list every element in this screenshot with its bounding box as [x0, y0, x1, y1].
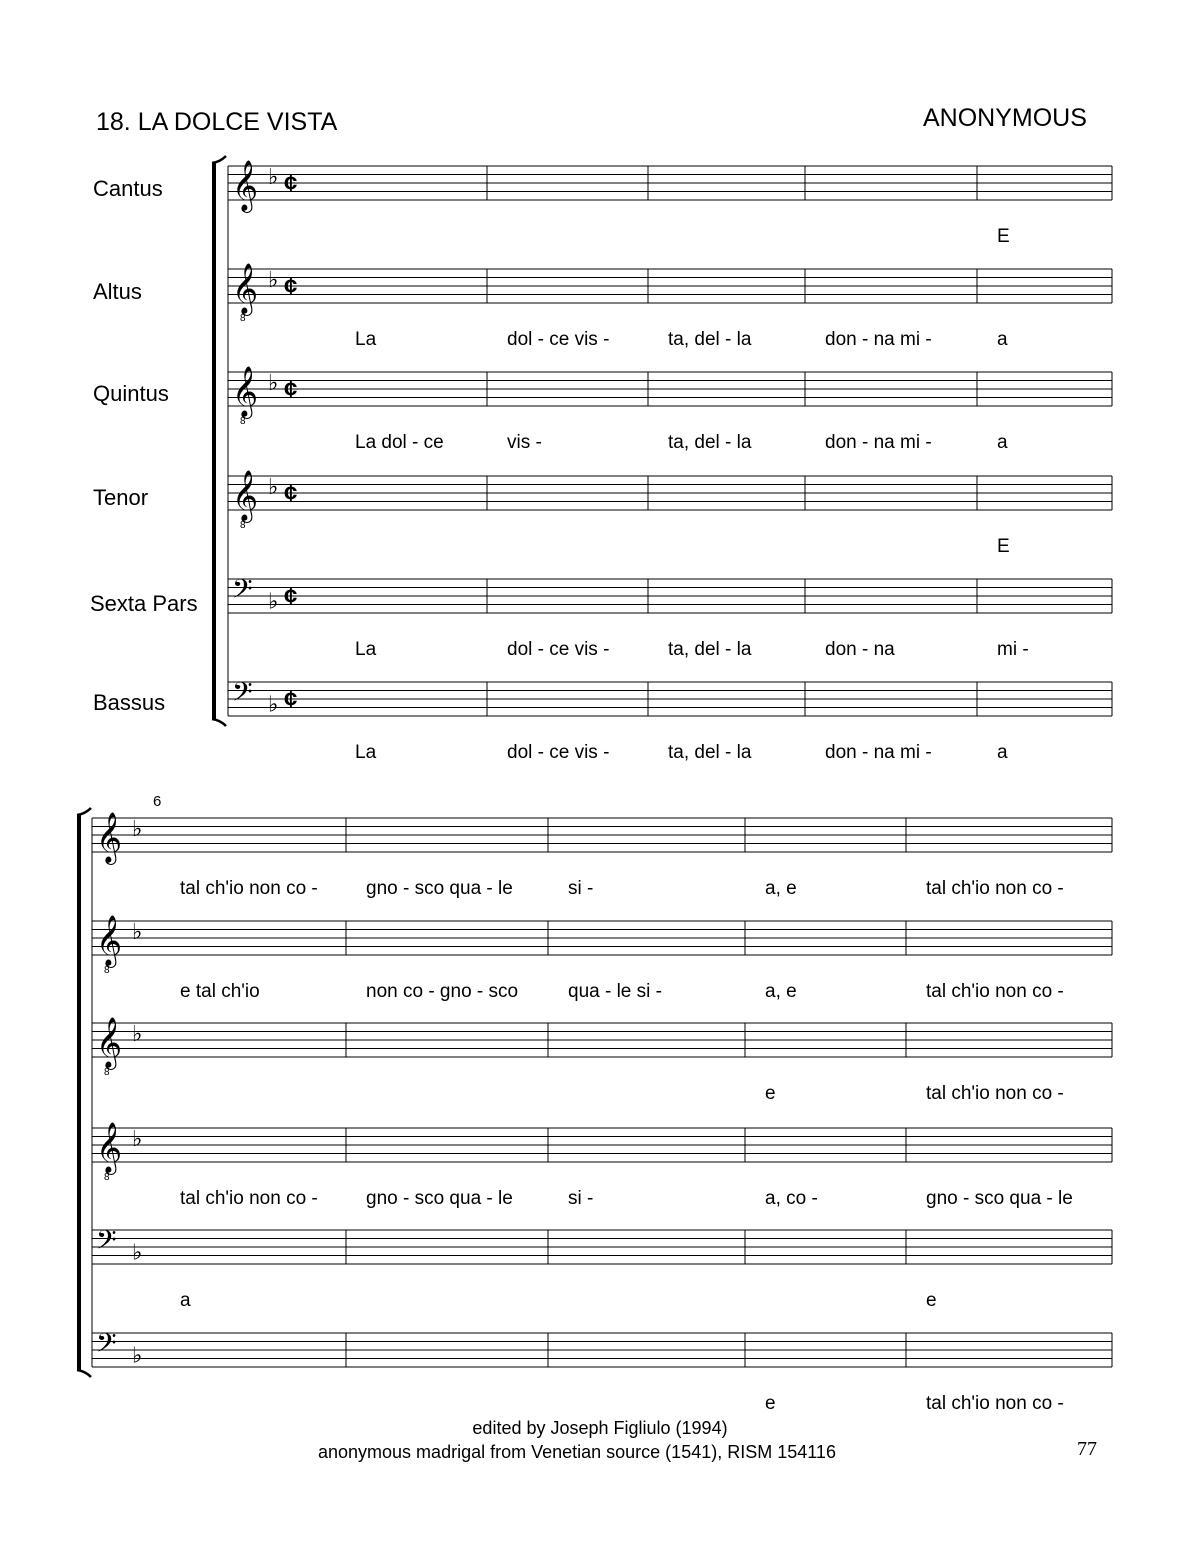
staff-quintus	[228, 367, 1112, 453]
bass-clef-icon: 𝄢	[232, 574, 253, 610]
flat-key-signature-icon: ♭	[268, 691, 279, 717]
flat-key-signature-icon: ♭	[268, 473, 279, 499]
lyric: tal ch'io non co -	[180, 1188, 318, 1209]
octave-marker-icon: 8	[104, 965, 110, 976]
voice-label-altus: Altus	[93, 279, 142, 304]
lyric: don - na	[825, 639, 895, 660]
lyric: non co - gno - sco	[366, 981, 519, 1002]
lyric: tal ch'io non co -	[926, 981, 1064, 1002]
source-credit: anonymous madrigal from Venetian source (1541), RISM 154116	[318, 1442, 836, 1462]
staff-sexta-pars	[228, 574, 1112, 660]
cut-time-icon: ¢	[284, 170, 298, 197]
lyric: gno - sco qua - le	[366, 1188, 513, 1209]
staff-quintus	[92, 1018, 1112, 1104]
octave-marker-icon: 8	[104, 1172, 110, 1183]
piece-title: 18. LA DOLCE VISTA	[96, 108, 338, 136]
lyric: a, co -	[765, 1188, 818, 1209]
voice-label-cantus: Cantus	[93, 176, 163, 201]
lyric: dol - ce vis -	[507, 742, 610, 763]
bracket-bottom-hook	[212, 719, 226, 726]
flat-key-signature-icon: ♭	[268, 369, 279, 395]
bass-clef-icon: 𝄢	[232, 677, 253, 713]
lyric: E	[997, 536, 1010, 557]
staff-tenor	[92, 1123, 1112, 1209]
voice-label-quintus: Quintus	[93, 381, 169, 406]
lyric: qua - le si -	[568, 981, 662, 1002]
lyric: e	[765, 1393, 776, 1414]
lyric: a	[997, 329, 1008, 350]
lyric: si -	[568, 1188, 594, 1209]
cut-time-icon: ¢	[284, 583, 298, 610]
system-1	[212, 156, 1112, 763]
octave-marker-icon: 8	[104, 1067, 110, 1078]
lyric: La	[355, 329, 377, 350]
cut-time-icon: ¢	[284, 273, 298, 300]
staff-bassus	[92, 1328, 1112, 1414]
lyric: dol - ce vis -	[507, 329, 610, 350]
voice-label-sexta-pars: Sexta Pars	[90, 591, 198, 616]
octave-marker-icon: 8	[240, 313, 246, 324]
lyric: gno - sco qua - le	[926, 1188, 1073, 1209]
voice-label-tenor: Tenor	[93, 485, 149, 510]
lyric: ta, del - la	[668, 742, 752, 763]
flat-key-signature-icon: ♭	[268, 163, 279, 189]
lyric: a	[997, 432, 1008, 453]
lyric: mi -	[997, 639, 1029, 660]
lyric: e	[926, 1290, 937, 1311]
bass-clef-icon: 𝄢	[96, 1328, 117, 1364]
lyric: E	[997, 226, 1010, 247]
lyric: tal ch'io non co -	[180, 878, 318, 899]
voice-label-bassus: Bassus	[93, 690, 166, 715]
bracket-bottom-hook	[77, 1370, 91, 1377]
lyric: don - na mi -	[825, 742, 932, 763]
cut-time-icon: ¢	[284, 686, 298, 713]
lyric: a	[997, 742, 1008, 763]
flat-key-signature-icon: ♭	[132, 815, 143, 841]
lyric: e	[765, 1083, 776, 1104]
flat-key-signature-icon: ♭	[132, 1020, 143, 1046]
flat-key-signature-icon: ♭	[132, 918, 143, 944]
lyric: a	[180, 1290, 191, 1311]
staff-bassus	[228, 677, 1112, 763]
editor-credit: edited by Joseph Figliulo (1994)	[472, 1418, 728, 1438]
staff-tenor	[228, 471, 1112, 557]
lyric: La dol - ce	[355, 432, 444, 453]
lyric: La	[355, 742, 377, 763]
flat-key-signature-icon: ♭	[132, 1239, 143, 1265]
lyric: gno - sco qua - le	[366, 878, 513, 899]
staff-cantus	[92, 813, 1112, 899]
staff-altus	[228, 264, 1112, 350]
lyric: ta, del - la	[668, 639, 752, 660]
lyric: tal ch'io non co -	[926, 878, 1064, 899]
treble-clef-icon: 𝄞	[96, 813, 123, 862]
bracket-top-hook	[212, 156, 226, 163]
lyric: dol - ce vis -	[507, 639, 610, 660]
cut-time-icon: ¢	[284, 480, 298, 507]
lyric: e tal ch'io	[180, 981, 260, 1002]
staff-cantus	[228, 161, 1112, 247]
lyric: ta, del - la	[668, 329, 752, 350]
lyric: a, e	[765, 981, 797, 1002]
cut-time-icon: ¢	[284, 376, 298, 403]
bracket-top-hook	[77, 808, 91, 815]
flat-key-signature-icon: ♭	[132, 1125, 143, 1151]
treble-clef-icon: 𝄞	[232, 161, 259, 210]
lyric: La	[355, 639, 377, 660]
lyric: a, e	[765, 878, 797, 899]
lyric: tal ch'io non co -	[926, 1393, 1064, 1414]
staff-altus	[92, 916, 1112, 1002]
octave-marker-icon: 8	[240, 416, 246, 427]
treble-clef-icon: 𝄞	[232, 471, 259, 520]
treble-clef-icon: 𝄞	[96, 1123, 123, 1172]
lyric: don - na mi -	[825, 329, 932, 350]
lyric: tal ch'io non co -	[926, 1083, 1064, 1104]
treble-clef-icon: 𝄞	[96, 1018, 123, 1067]
page-number: 77	[1077, 1438, 1097, 1460]
lyric: vis -	[507, 432, 542, 453]
lyric: ta, del - la	[668, 432, 752, 453]
flat-key-signature-icon: ♭	[132, 1342, 143, 1368]
treble-clef-icon: 𝄞	[96, 916, 123, 965]
flat-key-signature-icon: ♭	[268, 588, 279, 614]
composer-name: ANONYMOUS	[923, 104, 1087, 132]
treble-clef-icon: 𝄞	[232, 367, 259, 416]
octave-marker-icon: 8	[240, 520, 246, 531]
bass-clef-icon: 𝄢	[96, 1225, 117, 1261]
system-2	[77, 808, 1112, 1414]
lyric: don - na mi -	[825, 432, 932, 453]
treble-clef-icon: 𝄞	[232, 264, 259, 313]
flat-key-signature-icon: ♭	[268, 266, 279, 292]
lyric: si -	[568, 878, 594, 899]
staff-sexta-pars	[92, 1225, 1112, 1311]
measure-number: 6	[153, 793, 162, 810]
